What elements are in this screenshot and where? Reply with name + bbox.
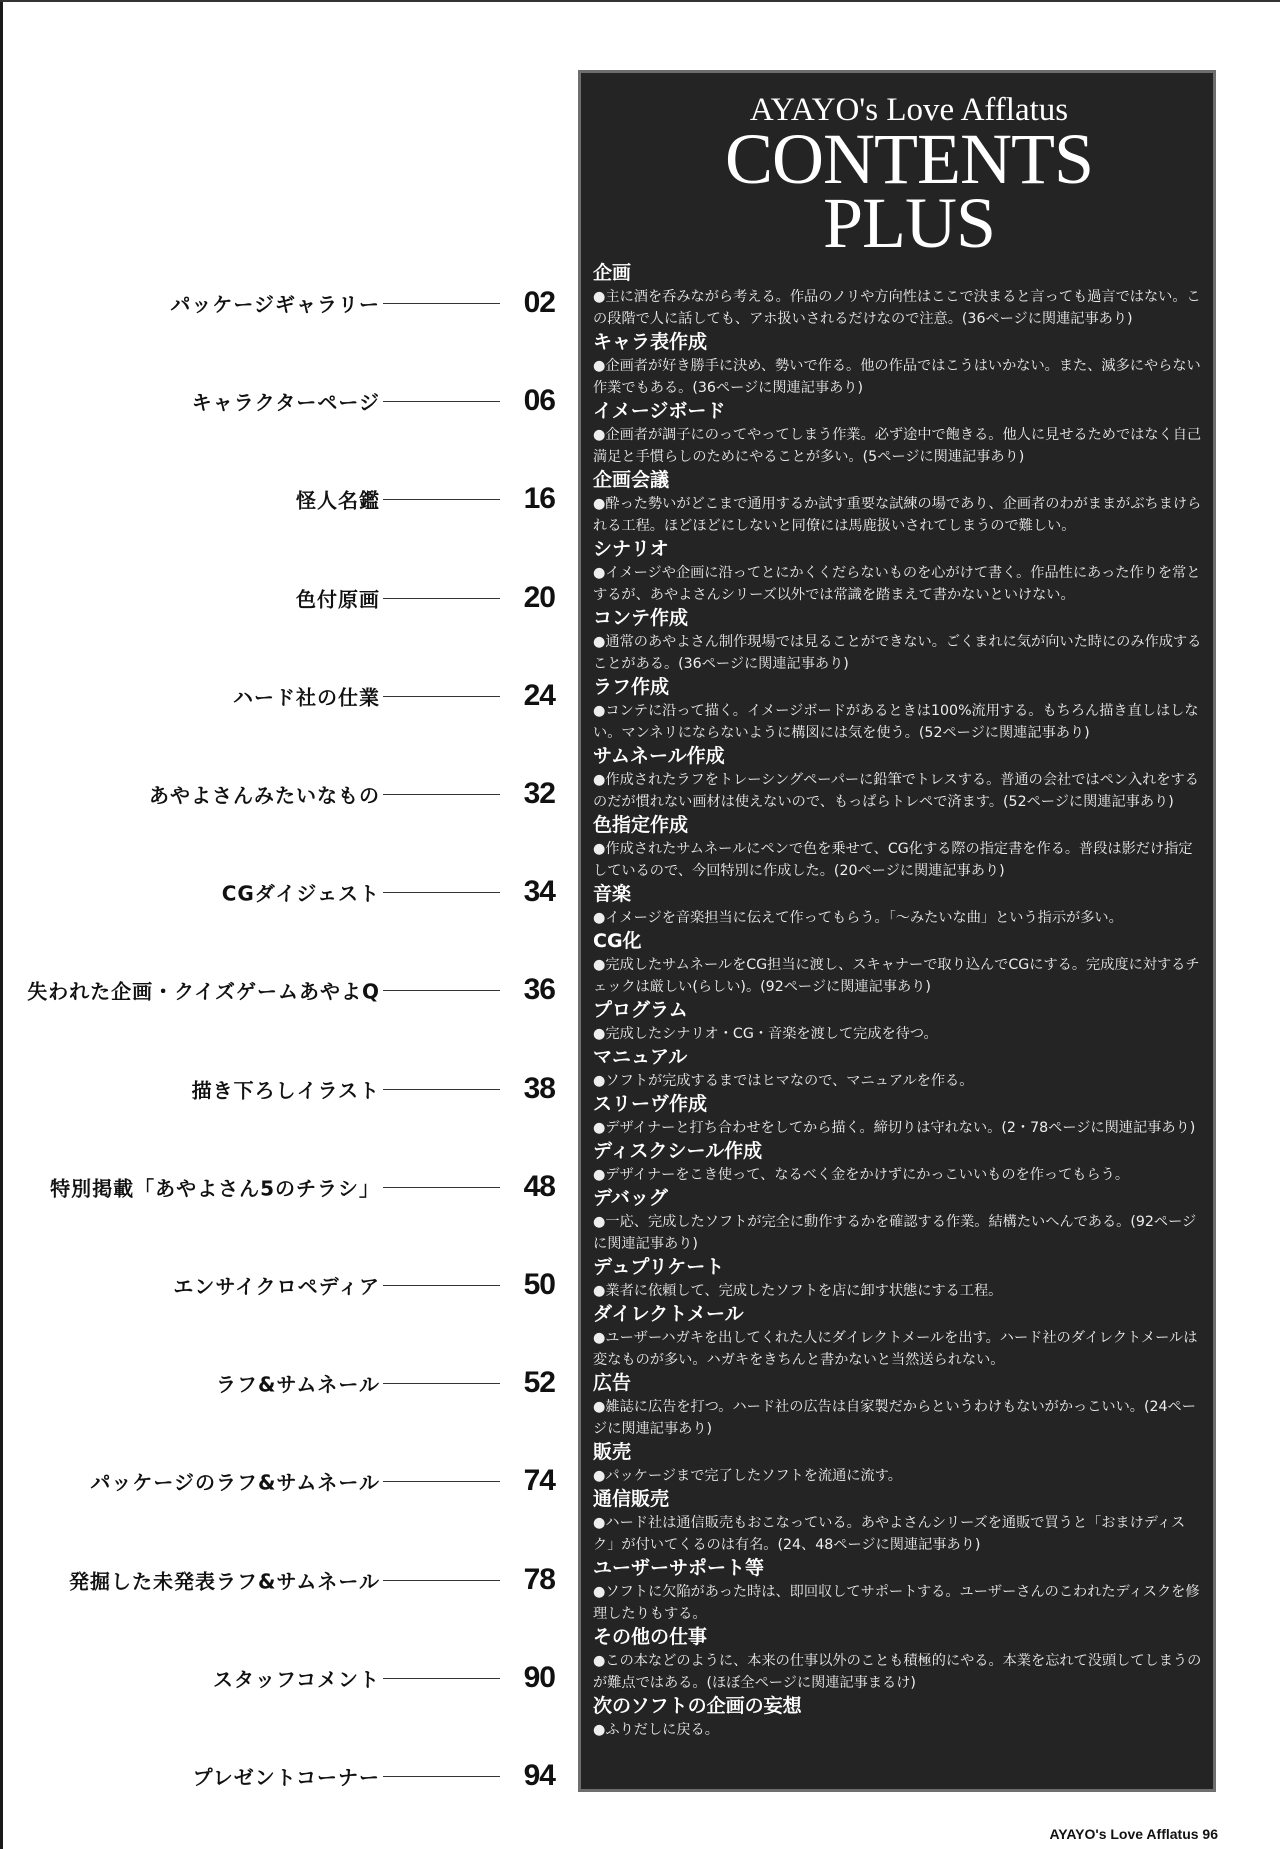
toc-label: 失われた企画・クイズゲームあやよQ (27, 979, 380, 1004)
entry-title: 販売 (593, 1441, 632, 1463)
toc-row (20, 1265, 555, 1305)
toc-row (20, 970, 555, 1010)
panel-series-title: AYAYO's Love Afflatus (749, 92, 1069, 128)
process-entry (593, 1487, 1205, 1556)
entry-title: 次のソフトの企画の妄想 (593, 1695, 802, 1717)
process-entry (593, 468, 1205, 537)
entry-title: 企画 (593, 262, 632, 284)
process-entry (593, 537, 1205, 606)
entry-description: ●イメージや企画に沿ってとにかくくだらないものを心がけて書く。作品性にあった作りを常とするが、あやよさんシリーズ以外では常識を踏まえて書かないといけない。 (593, 565, 1201, 603)
toc-page-number: 48 (523, 1170, 555, 1203)
toc-label: CGダイジェスト (221, 881, 380, 906)
toc-row (20, 1069, 555, 1109)
entry-title: シナリオ (593, 538, 669, 560)
process-entry (593, 1371, 1205, 1440)
toc-leader-line (383, 990, 500, 991)
toc-page-number: 52 (523, 1366, 555, 1399)
entry-title: 通信販売 (593, 1488, 670, 1510)
entry-description: ●デザイナーと打ち合わせをしてから描く。締切りは守れない。(2・78ページに関連記事あり) (593, 1120, 1196, 1136)
process-entry (593, 1045, 1205, 1092)
toc-leader-line (383, 696, 500, 697)
toc-label: プレゼントコーナー (192, 1765, 380, 1790)
toc-page-number: 38 (523, 1072, 555, 1105)
entry-description: ●ユーザーハガキを出してくれた人にダイレクトメールを出す。ハード社のダイレクトメールは変なものが多い。ハガキをきちんと書かないと当然送られない。 (593, 1330, 1198, 1368)
process-entry (593, 1625, 1205, 1694)
toc-page-number: 36 (523, 973, 555, 1006)
entry-title: CG化 (593, 930, 642, 952)
toc-row (20, 872, 555, 912)
entry-description: ●完成したサムネールをCG担当に渡し、スキャナーで取り込んでCGにする。完成度に対するチェックは厳しい(らしい)。(92ページに関連記事あり) (593, 957, 1200, 995)
entry-description: ●この本などのように、本来の仕事以外のことも積極的にやる。本業を忘れて没頭してしまうのが難点ではある。(ほぼ全ページに関連記事まるけ) (593, 1653, 1202, 1691)
toc-label: 発掘した未発表ラフ&サムネール (68, 1569, 380, 1594)
entry-description: ●ふりだしに戻る。 (593, 1722, 719, 1738)
toc-leader-line (383, 1678, 500, 1679)
toc-page-number: 94 (523, 1759, 555, 1792)
toc-leader-line (383, 892, 500, 893)
entry-description: ●通常のあやよさん制作現場では見ることができない。ごくまれに気が向いた時にのみ作成することがある。(36ページに関連記事あり) (593, 634, 1202, 672)
entry-description: ●雑誌に広告を打つ。ハード社の広告は自家製だからというわけもないがかっこいい。(24ページに関連記事あり) (593, 1399, 1196, 1437)
toc-row (20, 1560, 555, 1600)
process-entry (593, 1186, 1205, 1255)
toc-row (20, 283, 555, 323)
entry-title: ラフ作成 (593, 676, 670, 698)
entry-description: ●ソフトに欠陥があった時は、即回収してサポートする。ユーザーさんのこわれたディスクを修理したりもする。 (593, 1584, 1200, 1622)
toc-page-number: 16 (523, 482, 555, 515)
toc-leader-line (383, 1580, 500, 1581)
entry-description: ●企画者が好き勝手に決め、勢いで作る。他の作品ではこうはいかない。また、滅多にやらない作業でもある。(36ページに関連記事あり) (593, 358, 1201, 396)
entry-title: ダイレクトメール (593, 1303, 744, 1325)
entry-title: サムネール作成 (593, 745, 725, 767)
toc-leader-line (383, 1285, 500, 1286)
entry-title: イメージボード (593, 400, 726, 422)
process-entry (593, 882, 1205, 929)
process-entry (593, 1556, 1205, 1625)
entry-title: 企画会議 (593, 469, 670, 491)
toc-page-number: 06 (523, 384, 555, 417)
toc-row (20, 381, 555, 421)
entry-description: ●業者に依頼して、完成したソフトを店に卸す状態にする工程。 (593, 1283, 1003, 1299)
entry-description: ●イメージを音楽担当に伝えて作ってもらう。「〜みたいな曲」という指示が多い。 (593, 910, 1123, 926)
process-entry (593, 1694, 1205, 1741)
process-entry (593, 1092, 1205, 1139)
process-entry (593, 399, 1205, 468)
toc-label: パッケージのラフ&サムネール (90, 1470, 380, 1495)
toc-row (20, 1167, 555, 1207)
toc-leader-line (383, 1089, 500, 1090)
entry-description: ●主に酒を呑みながら考える。作品のノリや方向性はここで決まると言っても過言ではない。この段階で人に話しても、アホ扱いされるだけなので注意。(36ページに関連記事あり) (593, 289, 1201, 327)
toc-page-number: 90 (523, 1661, 555, 1694)
toc-row (20, 774, 555, 814)
toc-row (20, 1658, 555, 1698)
toc-label: キャラクターページ (191, 390, 380, 415)
entry-title: コンテ作成 (593, 607, 689, 629)
page-footer: AYAYO's Love Afflatus 96 (1049, 1826, 1218, 1842)
toc-page-number: 74 (523, 1464, 555, 1497)
entry-title: その他の仕事 (593, 1626, 708, 1648)
entry-description: ●完成したシナリオ・CG・音楽を渡して完成を待つ。 (593, 1026, 938, 1042)
process-entry (593, 744, 1205, 813)
toc-page-number: 50 (523, 1268, 555, 1301)
toc-page-number: 02 (523, 286, 555, 319)
toc-label: エンサイクロペディア (173, 1274, 380, 1299)
process-entry (593, 1302, 1205, 1371)
toc-page-number: 24 (523, 679, 555, 712)
toc-row (20, 1461, 555, 1501)
entry-title: 音楽 (593, 883, 632, 905)
entry-description: ●作成されたサムネールにペンで色を乗せて、CG化する際の指定書を作る。普段は影だけ指定しているので、今回特別に作成した。(20ページに関連記事あり) (593, 841, 1193, 879)
toc-row (20, 676, 555, 716)
toc-label: 色付原画 (296, 587, 380, 612)
toc-leader-line (383, 794, 500, 795)
toc-label: ハード社の仕業 (233, 685, 380, 710)
entry-title: ユーザーサポート等 (593, 1557, 765, 1579)
panel-title-line1: CONTENTS (725, 119, 1093, 199)
entry-title: デバッグ (593, 1187, 668, 1209)
entry-title: 色指定作成 (593, 814, 689, 836)
toc-label: 描き下ろしイラスト (191, 1078, 380, 1103)
process-entry (593, 606, 1205, 675)
toc-label: 特別掲載「あやよさん5のチラシ」 (50, 1176, 380, 1201)
process-entry (593, 330, 1205, 399)
entry-description: ●ソフトが完成するまではヒマなので、マニュアルを作る。 (593, 1073, 974, 1089)
process-entry (593, 813, 1205, 882)
panel-header (581, 73, 1213, 261)
process-entry (593, 261, 1205, 330)
toc-label: ラフ&サムネール (215, 1372, 380, 1397)
process-entry (593, 1440, 1205, 1487)
toc-row (20, 1363, 555, 1403)
toc-leader-line (383, 1481, 500, 1482)
table-of-contents (20, 0, 555, 1849)
entry-title: ディスクシール作成 (593, 1140, 763, 1162)
entry-description: ●コンテに沿って描く。イメージボードがあるときは100%流用する。もちろん描き直しはしない。マンネリにならないように構図には気を使う。(52ページに関連記事あり) (593, 703, 1199, 741)
entry-description: ●デザイナーをこき使って、なるべく金をかけずにかっこいいものを作ってもらう。 (593, 1167, 1130, 1183)
toc-label: あやよさんみたいなもの (149, 783, 380, 808)
toc-page-number: 34 (523, 875, 555, 908)
toc-row (20, 1756, 555, 1796)
toc-leader-line (383, 401, 500, 402)
toc-page-number: 20 (523, 581, 555, 614)
toc-leader-line (383, 499, 500, 500)
toc-label: パッケージギャラリー (170, 292, 380, 317)
process-entry (593, 675, 1205, 744)
entry-title: プログラム (593, 999, 688, 1021)
toc-page-number: 78 (523, 1563, 555, 1596)
toc-label: 怪人名鑑 (296, 488, 380, 513)
toc-leader-line (383, 598, 500, 599)
toc-leader-line (383, 1383, 500, 1384)
process-entry (593, 998, 1205, 1045)
entry-title: マニュアル (593, 1046, 688, 1068)
process-entry (593, 1255, 1205, 1302)
toc-leader-line (383, 1187, 500, 1188)
toc-label: スタッフコメント (213, 1667, 380, 1692)
toc-row (20, 479, 555, 519)
process-entry (593, 929, 1205, 998)
entry-title: 広告 (593, 1372, 632, 1394)
toc-row (20, 578, 555, 618)
toc-leader-line (383, 1776, 500, 1777)
entry-description: ●作成されたラフをトレーシングペーパーに鉛筆でトレスする。普通の会社ではペン入れをするのだが慣れない画材は使えないので、もっぱらトレペで済ます。(52ページに関連記事あり) (593, 772, 1199, 810)
panel-title-line2: PLUS (822, 183, 996, 263)
entry-title: デュプリケート (593, 1256, 725, 1278)
toc-page-number: 32 (523, 777, 555, 810)
entry-description: ●パッケージまで完了したソフトを流通に流す。 (593, 1468, 902, 1484)
entry-description: ●ハード社は通信販売もおこなっている。あやよさんシリーズを通販で買うと「おまけディスク」が付いてくるのは有名。(24、48ページに関連記事あり) (593, 1515, 1186, 1553)
entry-title: スリーヴ作成 (593, 1093, 708, 1115)
process-entries (581, 261, 1213, 1741)
contents-plus-panel (578, 70, 1216, 1792)
page-edge-left (0, 0, 3, 1849)
entry-title: キャラ表作成 (593, 331, 708, 353)
toc-leader-line (383, 303, 500, 304)
entry-description: ●一応、完成したソフトが完全に動作するかを確認する作業。結構たいへんである。(92ページに関連記事あり) (593, 1214, 1197, 1252)
entry-description: ●企画者が調子にのってやってしまう作業。必ず途中で飽きる。他人に見せるためではなく自己満足と手慣らしのためにやることが多い。(5ページに関連記事あり) (593, 427, 1202, 465)
process-entry (593, 1139, 1205, 1186)
entry-description: ●酔った勢いがどこまで通用するか試す重要な試練の場であり、企画者のわがままがぶちまけられる工程。ほどほどにしないと同僚には馬鹿扱いされてしまうので難しい。 (593, 496, 1202, 534)
